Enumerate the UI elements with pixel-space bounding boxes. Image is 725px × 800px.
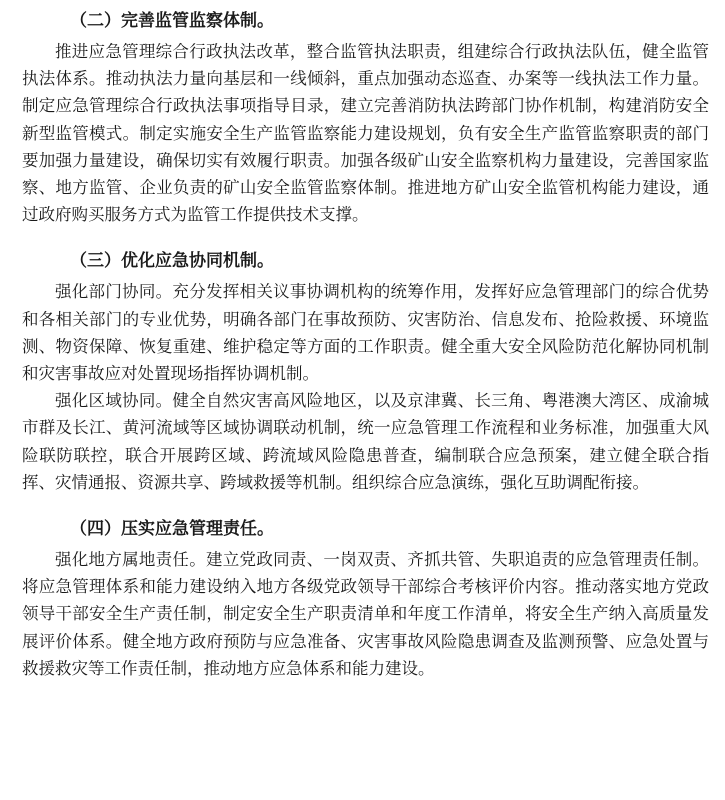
section-4 [22,516,709,682]
section-2 [22,8,709,228]
section-gap [22,496,709,516]
section-title: （二）完善监管监察体制。 [70,11,274,31]
paragraph: 强化区域协同。健全自然灾害高风险地区，以及京津冀、长三角、粤港澳大湾区、成渝城市群及长江、黄河流域等区域协调联动机制，统一应急管理工作流程和业务标准，加强重大风险联防联控，联合开展跨区域、跨流域风险隐患普查，编制联合应急预案，建立健全联合指挥、灾情通报、资源共享、跨域救援等机制。组织综合应急演练，强化互助调配衔接。 [22,391,709,492]
section-title: （三）优化应急协同机制。 [70,251,274,272]
section-3 [22,248,709,496]
section-gap [22,228,709,248]
paragraph: 强化地方属地责任。建立党政同责、一岗双责、齐抓共管、失职追责的应急管理责任制。将应急管理体系和能力建设纳入地方各级党政领导干部综合考核评价内容。推动落实地方党政领导干部安全生产责任制，制定安全生产职责清单和年度工作清单，将安全生产纳入高质量发展评价体系。健全地方政府预防与应急准备、灾害事故风险隐患调查及监测预警、应急处置与救援救灾等工作责任制，推动地方应急体系和能力建设。 [22,550,709,678]
section-title: （四）压实应急管理责任。 [70,519,274,540]
paragraph: 推进应急管理综合行政执法改革，整合监管执法职责，组建综合行政执法队伍，健全监管执法体系。推动执法力量向基层和一线倾斜，重点加强动态巡查、办案等一线执法工作力量。制定应急管理综合行政执法事项指导目录，建立完善消防执法跨部门协作机制，构建消防安全新型监管模式。制定实施安全生产监管监察能力建设规划，负有安全生产监管监察职责的部门要加强力量建设，确保切实有效履行职责。加强各级矿山安全监察机构力量建设，完善国家监察、地方监管、企业负责的矿山安全监管监察体制。推进地方矿山安全监管机构能力建设，通过政府购买服务方式为监管工作提供技术支撑。 [22,42,709,225]
paragraph: 强化部门协同。充分发挥相关议事协调机构的统筹作用，发挥好应急管理部门的综合优势和各相关部门的专业优势，明确各部门在事故预防、灾害防治、信息发布、抢险救援、环境监测、物资保障、恢复重建、维护稳定等方面的工作职责。健全重大安全风险防范化解协同机制和灾害事故应对处置现场指挥协调机制。 [22,282,709,384]
